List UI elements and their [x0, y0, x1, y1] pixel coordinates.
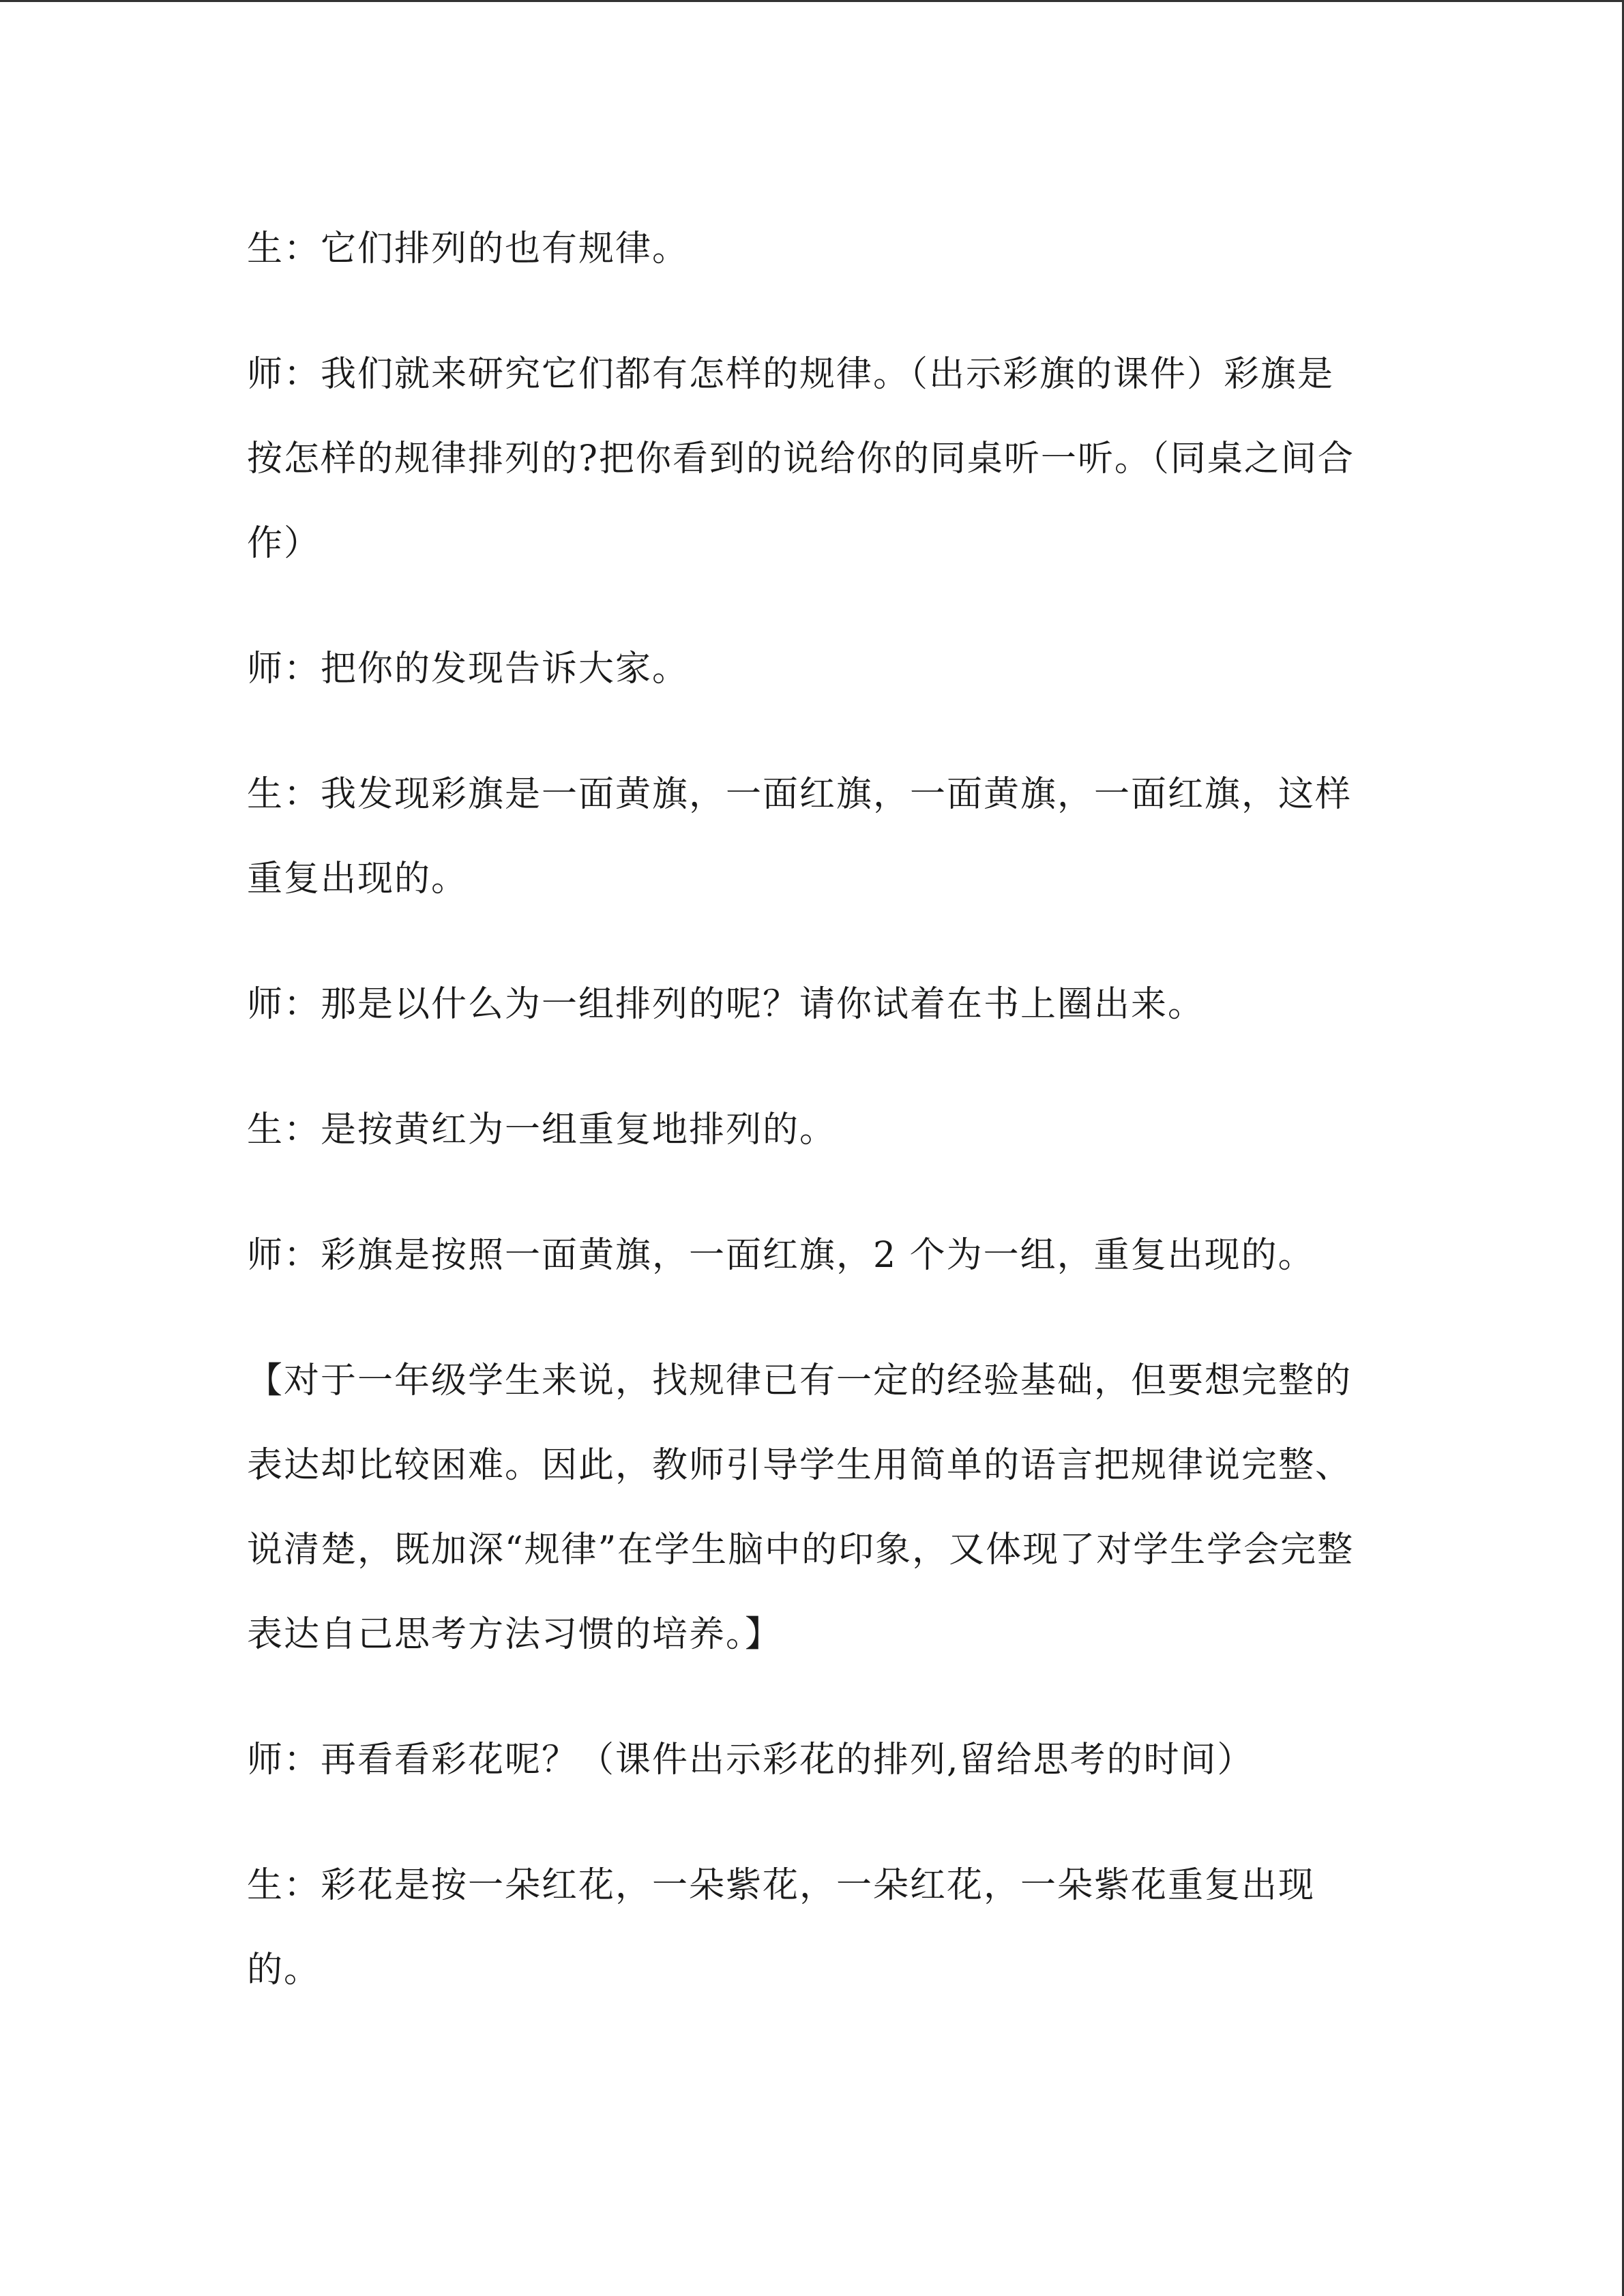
paragraph: 生：我发现彩旗是一面黄旗，一面红旗，一面黄旗，一面红旗，这样重复出现的。 — [247, 774, 1353, 899]
commentary-paragraph: 【对于一年级学生来说，找规律已有一定的经验基础，但要想完整的表达却比较困难。因此，教师引导学生用简单的语言把规律说完整、说清楚，既加深“规律”在学生脑中的印象，又体现了对学生学会完整表达自己思考方法习惯的培养。】 — [247, 1360, 1355, 1655]
paragraph: 生：是按黄红为一组重复地排列的。 — [247, 1109, 837, 1150]
paragraph: 师：再看看彩花呢？（课件出示彩花的排列,留给思考的时间） — [247, 1740, 1254, 1780]
paragraph: 生：它们排列的也有规律。 — [247, 228, 690, 269]
paragraph: 师：我们就来研究它们都有怎样的规律。（出示彩旗的课件）彩旗是按怎样的规律排列的?把你看到的说给你的同桌听一听。（同桌之间合作） — [247, 354, 1355, 564]
document-body — [247, 207, 1365, 2053]
paragraph: 生：彩花是按一朵红花，一朵紫花，一朵红花，一朵紫花重复出现的。 — [247, 1865, 1316, 1991]
paragraph: 师：彩旗是按照一面黄旗，一面红旗，2 个为一组，重复出现的。 — [247, 1235, 1315, 1276]
paragraph: 师：把你的发现告诉大家。 — [247, 648, 690, 689]
paragraph: 师：那是以什么为一组排列的呢？请你试着在书上圈出来。 — [247, 984, 1205, 1025]
